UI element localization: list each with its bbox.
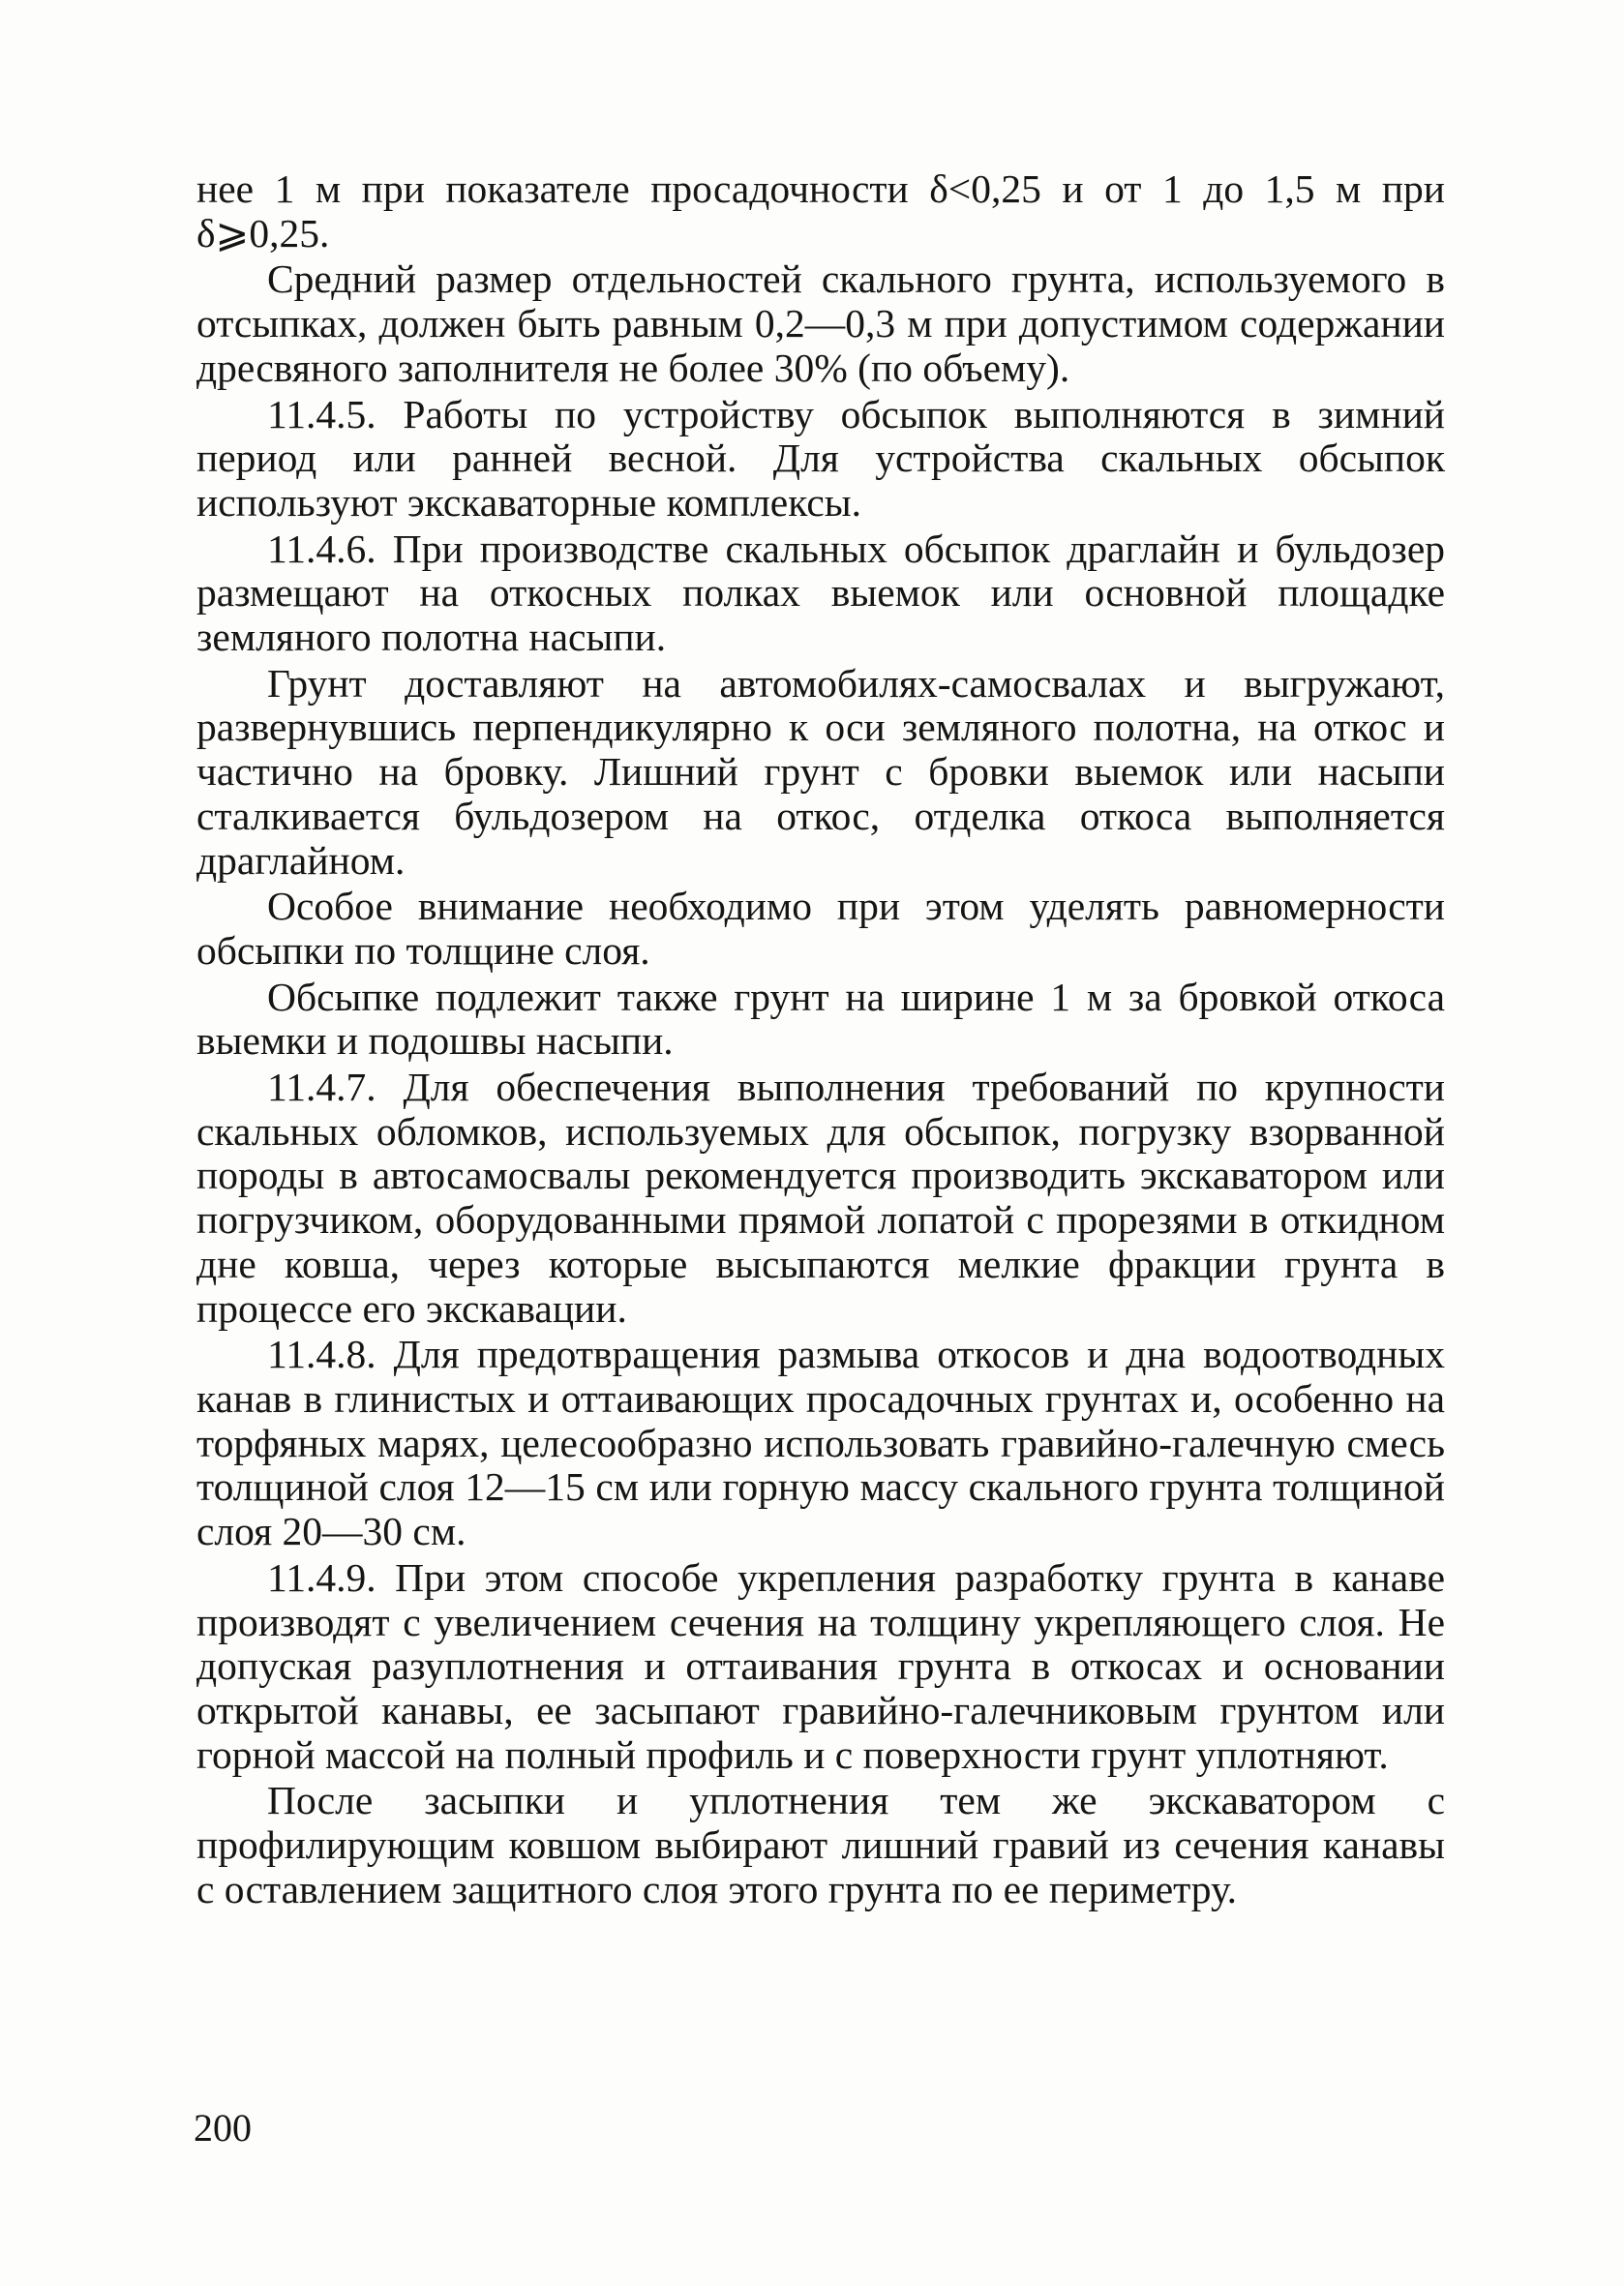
- paragraph-11-4-7: 11.4.7. Для обеспечения выполнения требований по крупности скальных обломков, используемых для обсыпок, погрузку взорванной породы в автосамосвалы рекомендуется производить экскаватором или погрузчиком, оборудованными прямой лопатой с прорезями в откидном дне ковша, через которые высыпаются мелкие фракции грунта в процессе его экскавации.: [196, 1065, 1445, 1331]
- paragraph-2: Средний размер отдельностей скального грунта, используемого в отсыпках, должен быть равным 0,2—0,3 м при допустимом содержании дресвяного заполнителя не более 30% (по объему).: [196, 256, 1445, 390]
- paragraph-11-4-8: 11.4.8. Для предотвращения размыва откосов и дна водоотводных канав в глинистых и оттаивающих просадочных грунтах и, особенно на торфяных марях, целесообразно использовать гравийно-галечную смесь толщиной слоя 12—15 см или горную массу скального грунта толщиной слоя 20—30 см.: [196, 1332, 1445, 1554]
- paragraph-11: После засыпки и уплотнения тем же экскаватором с профилирующим ковшом выбирают лишний гравий из сечения канавы с оставлением защитного слоя этого грунта по ее периметру.: [196, 1778, 1445, 1911]
- body-text: [196, 167, 1445, 1913]
- paragraph-7: Обсыпке подлежит также грунт на ширине 1 м за бровкой откоса выемки и подошвы насыпи.: [196, 974, 1445, 1064]
- paragraph-1: нее 1 м при показателе просадочности δ<0,25 и от 1 до 1,5 м при δ⩾0,25.: [196, 166, 1445, 256]
- paragraph-5: Грунт доставляют на автомобилях-самосвалах и выгружают, развернувшись перпендикулярно к оси земляного полотна, на откос и частично на бровку. Лишний грунт с бровки выемок или насыпи сталкивается бульдозером на откос, отделка откоса выполняется драглайном.: [196, 660, 1445, 883]
- paragraph-11-4-6: 11.4.6. При производстве скальных обсыпок драглайн и бульдозер размещают на откосных полках выемок или основной площадке земляного полотна насыпи.: [196, 526, 1445, 660]
- paragraph-11-4-5: 11.4.5. Работы по устройству обсыпок выполняются в зимний период или ранней весной. Для устройства скальных обсыпок используют экскаваторные комплексы.: [196, 391, 1445, 525]
- paragraph-11-4-9: 11.4.9. При этом способе укрепления разработку грунта в канаве производят с увеличением сечения на толщину укрепляющего слоя. Не допуская разуплотнения и оттаивания грунта в откосах и основании открытой канавы, ее засыпают гравийно-галечниковым грунтом или горной массой на полный профиль и с поверхности грунт уплотняют.: [196, 1554, 1445, 1777]
- page-number: 200: [194, 2106, 252, 2150]
- paragraph-6: Особое внимание необходимо при этом уделять равномерности обсыпки по толщине слоя.: [196, 884, 1445, 973]
